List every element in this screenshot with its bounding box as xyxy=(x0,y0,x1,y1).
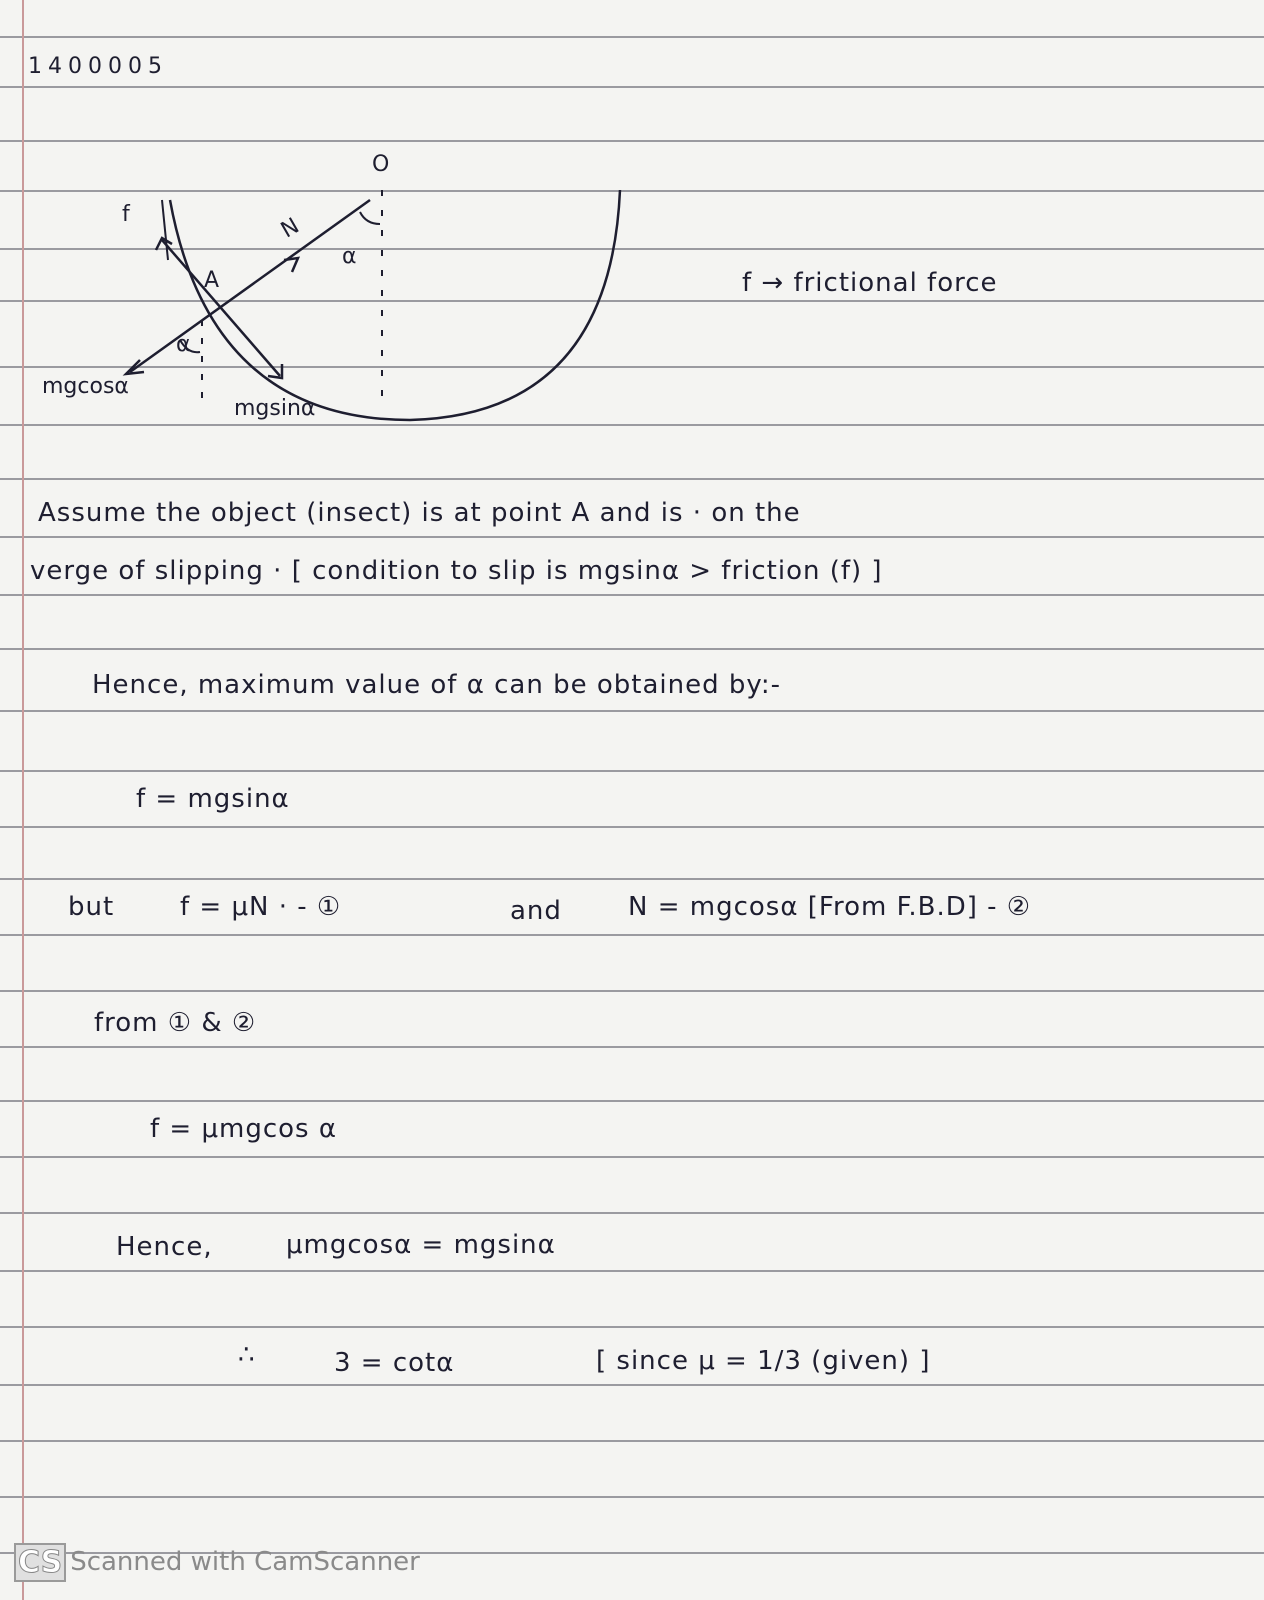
radius-line xyxy=(130,200,370,372)
rule-line xyxy=(0,1156,1264,1158)
line-hence-max: Hence, maximum value of α can be obtained by:- xyxy=(92,670,782,700)
label-alpha-bottom: α xyxy=(176,332,191,357)
bowl-curve xyxy=(170,190,620,420)
label-normal: N xyxy=(276,213,304,244)
label-mgsin: mgsinα xyxy=(234,396,316,421)
rule-line xyxy=(0,594,1264,596)
equation-f-mgsin: f = mgsinα xyxy=(136,784,290,814)
rule-line xyxy=(0,1496,1264,1498)
label-o: O xyxy=(372,152,390,177)
angle-arc-o xyxy=(360,212,380,224)
rule-line xyxy=(0,1100,1264,1102)
rule-line xyxy=(0,1384,1264,1386)
margin-line xyxy=(22,0,24,1600)
friction-stroke xyxy=(162,200,168,260)
rule-line xyxy=(0,1046,1264,1048)
rule-line xyxy=(0,1212,1264,1214)
label-mgcos: mgcosα xyxy=(42,374,129,399)
line-verge: verge of slipping · [ condition to slip is mgsinα > friction (f) ] xyxy=(30,556,883,586)
rule-line xyxy=(0,478,1264,480)
rule-line xyxy=(0,536,1264,538)
line-assume: Assume the object (insect) is at point A and is · on the xyxy=(38,498,801,528)
rule-line xyxy=(0,36,1264,38)
normal-arrowhead xyxy=(284,258,298,272)
rule-line xyxy=(0,710,1264,712)
free-body-diagram xyxy=(30,140,710,460)
equation-5: 3 = cotα xyxy=(334,1348,455,1378)
equation-4: μmgcosα = mgsinα xyxy=(286,1230,556,1260)
rule-line xyxy=(0,648,1264,650)
label-friction: f xyxy=(122,202,130,227)
word-and: and xyxy=(510,896,562,926)
rule-line xyxy=(0,934,1264,936)
rule-line xyxy=(0,826,1264,828)
legend-frictional-force: f → frictional force xyxy=(742,268,998,298)
word-hence: Hence, xyxy=(116,1232,213,1262)
equation-1: f = μN · - ① xyxy=(180,892,342,922)
diagram-svg xyxy=(30,140,710,460)
line-from: from ① & ② xyxy=(94,1008,257,1038)
page-id: 1400005 xyxy=(28,54,168,79)
equation-2: N = mgcosα [From F.B.D] - ② xyxy=(628,892,1032,922)
note-since: [ since μ = 1/3 (given) ] xyxy=(596,1346,931,1376)
rule-line xyxy=(0,1270,1264,1272)
therefore-symbol: ∴ xyxy=(238,1340,256,1370)
rule-line xyxy=(0,770,1264,772)
camscanner-watermark xyxy=(14,1538,420,1586)
rule-line xyxy=(0,86,1264,88)
rule-line xyxy=(0,878,1264,880)
equation-3: f = μmgcos α xyxy=(150,1114,337,1144)
word-but: but xyxy=(68,892,115,922)
rule-line xyxy=(0,990,1264,992)
camscanner-logo-icon: CS xyxy=(14,1543,66,1582)
rule-line xyxy=(0,1326,1264,1328)
label-point-a: A xyxy=(204,268,220,293)
label-alpha-top: α xyxy=(342,244,357,269)
rule-line xyxy=(0,1440,1264,1442)
camscanner-text: Scanned with CamScanner xyxy=(70,1547,420,1577)
